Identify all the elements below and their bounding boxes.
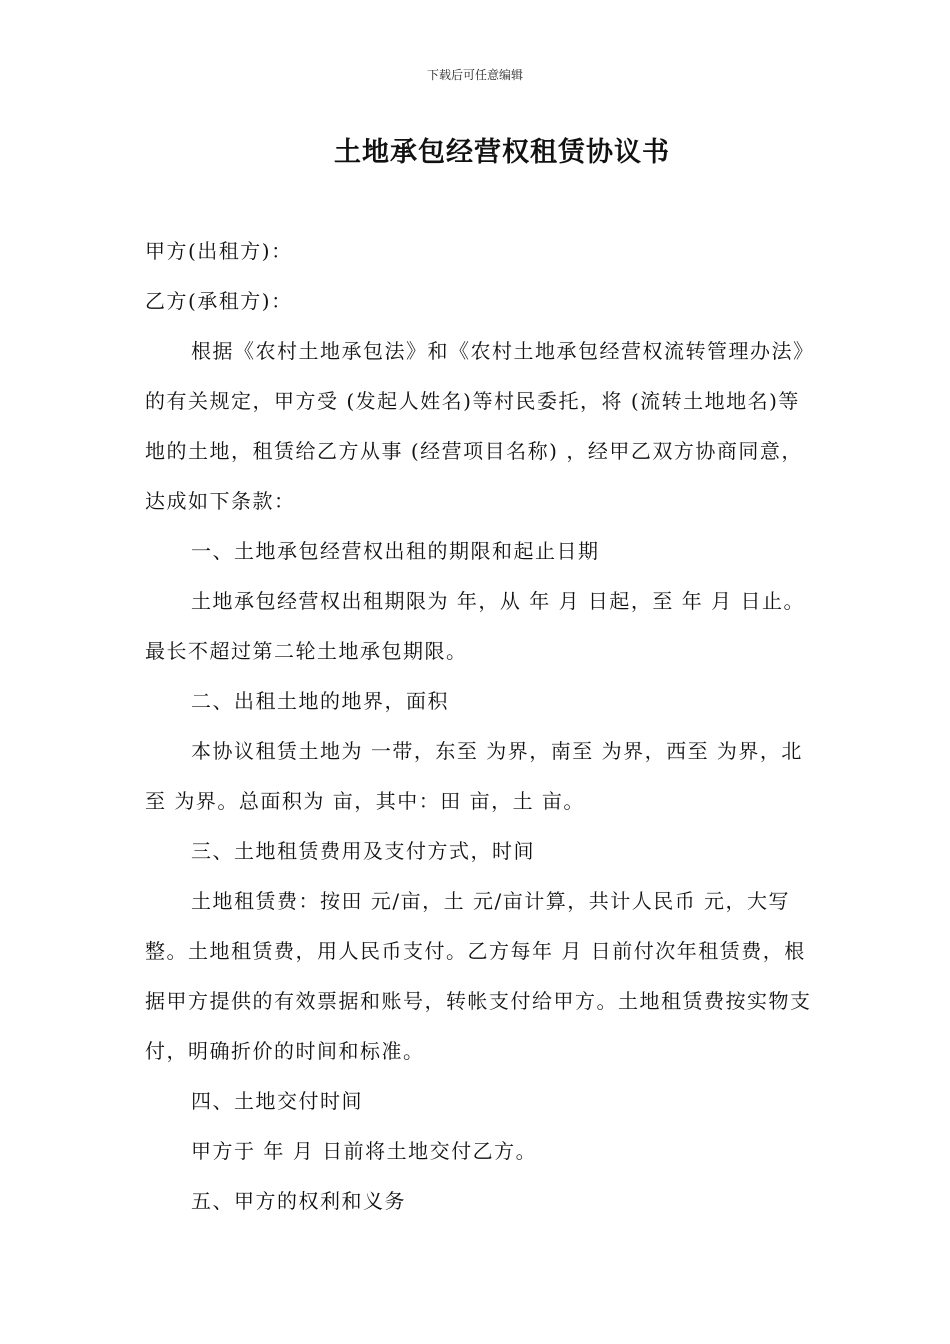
section-paragraph-1: 土地承包经营权出租期限为 年，从 年 月 日起，至 年 月 日止。最长不超过第二轮土地承包期限。 [145, 589, 806, 663]
section-heading-5: 五、甲方的权利和义务 [191, 1189, 406, 1213]
document-title: 土地承包经营权租赁协议书 [334, 137, 670, 168]
section-heading-2: 二、出租土地的地界，面积 [191, 689, 449, 713]
document-body [145, 226, 815, 1226]
party-a-line: 甲方(出租方)： [145, 239, 293, 263]
section-heading-1: 一、土地承包经营权出租的期限和起止日期 [191, 539, 600, 563]
section-paragraph-2: 本协议租赁土地为 一带，东至 为界，南至 为界，西至 为界，北至 为界。总面积为 亩，其中：田 亩，土 亩。 [145, 739, 803, 813]
party-b-line: 乙方(承租方)： [145, 289, 293, 313]
section-heading-4: 四、土地交付时间 [191, 1089, 363, 1113]
section-paragraph-4: 甲方于 年 月 日前将土地交付乙方。 [191, 1139, 538, 1163]
section-heading-3: 三、土地租赁费用及支付方式，时间 [191, 839, 535, 863]
preamble-paragraph: 根据《农村土地承包法》和《农村土地承包经营权流转管理办法》的有关规定，甲方受 (发起人姓名)等村民委托，将 (流转土地地名)等地的土地，租赁给乙方从事 (经营项目名称) ，经甲乙双方协商同意，达成如下条款： [145, 339, 815, 513]
header-note: 下载后可任意编辑 [426, 68, 523, 82]
section-paragraph-3: 土地租赁费：按田 元/亩，土 元/亩计算，共计人民币 元，大写 整。土地租赁费，用人民币支付。乙方每年 月 日前付次年租赁费，根据甲方提供的有效票据和账号，转帐支付给甲方。土地租赁费按实物支付，明确折价的时间和标准。 [145, 889, 812, 1063]
